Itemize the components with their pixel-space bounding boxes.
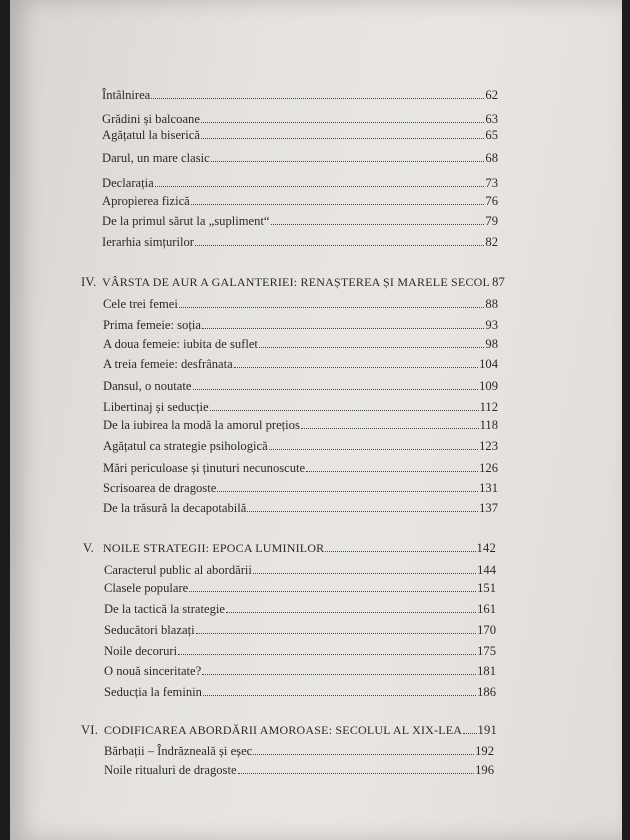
toc-entry-page: 192 <box>475 744 494 758</box>
dot-leader <box>178 653 476 655</box>
toc-entry-page: 62 <box>485 88 498 102</box>
toc-entry <box>102 210 498 228</box>
toc-entry-title: De la trăsură la decapotabilă <box>103 501 247 515</box>
toc-entry <box>102 124 498 142</box>
toc-entry-page: 170 <box>477 623 496 637</box>
chapter-heading-iv <box>81 271 506 289</box>
toc-entry-page: 196 <box>475 763 494 777</box>
toc-entry-title: De la primul sărut la „supliment“ <box>102 214 270 228</box>
toc-entry <box>103 333 498 351</box>
toc-entry <box>104 740 494 758</box>
toc-entry-page: 109 <box>479 379 498 393</box>
toc-entry-page: 73 <box>485 176 498 190</box>
dot-leader <box>210 409 479 411</box>
dot-leader <box>253 572 476 574</box>
dot-leader <box>202 673 476 675</box>
toc-entry-title: Dansul, o noutate <box>103 379 192 393</box>
dot-leader <box>191 203 485 205</box>
dot-leader <box>234 366 478 368</box>
toc-entry-page: 112 <box>479 400 498 414</box>
chapter-heading-v <box>83 537 496 555</box>
toc-entry <box>102 190 498 208</box>
toc-entry <box>102 172 498 190</box>
dot-leader <box>217 490 478 492</box>
toc-entry <box>102 231 498 249</box>
toc-entry-title: Declarația <box>102 176 154 190</box>
toc-entry-title: Grădini și balcoane <box>102 112 200 126</box>
toc-entry-title: Seducția la feminin <box>104 685 202 699</box>
toc-entry <box>103 353 498 371</box>
toc-entry-page: 63 <box>485 112 498 126</box>
dot-leader <box>203 694 476 696</box>
dot-leader <box>202 327 484 329</box>
toc-entry <box>104 681 496 699</box>
toc-entry-title: A doua femeie: iubita de suflet <box>103 337 258 351</box>
toc-entry-title: Darul, un mare clasic <box>102 151 210 165</box>
dot-leader <box>259 346 484 348</box>
dot-leader <box>463 732 476 734</box>
chapter-number: IV. <box>81 275 97 289</box>
toc-entry <box>104 619 496 637</box>
toc-entry-page: 144 <box>477 563 496 577</box>
dot-leader <box>155 185 485 187</box>
dot-leader <box>211 160 485 162</box>
chapter-page: 142 <box>476 541 496 555</box>
toc-entry-title: Seducători blazați <box>104 623 195 637</box>
toc-entry <box>104 598 496 616</box>
chapter-title: VÂRSTA DE AUR A GALANTERIEI: RENAȘTEREA ȘI MARELE SECOL <box>102 275 491 289</box>
dot-leader <box>195 244 484 246</box>
toc-entry-page: 181 <box>477 664 496 678</box>
chapter-number: VI. <box>81 723 99 737</box>
toc-entry-title: Libertinaj și seducție <box>103 400 209 414</box>
toc-entry-title: De la tactică la strategie <box>104 602 225 616</box>
toc-entry <box>103 435 498 453</box>
toc-entry-title: Prima femeie: soția <box>103 318 201 332</box>
dot-leader <box>238 772 475 774</box>
dot-leader <box>269 448 478 450</box>
toc-entry <box>104 660 496 678</box>
toc-entry-title: De la iubirea la modă la amorul prețios <box>103 418 300 432</box>
chapter-title: NOILE STRATEGII: EPOCA LUMINILOR <box>103 541 325 555</box>
toc-entry <box>104 559 496 577</box>
toc-entry-page: 123 <box>479 439 498 453</box>
toc-entry-page: 68 <box>485 151 498 165</box>
toc-entry-page: 131 <box>479 481 498 495</box>
toc-entry <box>103 477 498 495</box>
toc-entry-page: 118 <box>479 418 498 432</box>
toc-entry-page: 88 <box>485 297 498 311</box>
toc-entry-page: 151 <box>477 581 496 595</box>
toc-entry-page: 104 <box>479 357 498 371</box>
toc-entry-title: Agățatul ca strategie psihologică <box>103 439 268 453</box>
chapter-page: 87 <box>492 275 506 289</box>
dot-leader <box>247 510 478 512</box>
dot-leader <box>201 137 484 139</box>
chapter-heading-vi <box>81 719 497 737</box>
toc-entry-title: Noile ritualuri de dragoste <box>104 763 237 777</box>
dot-leader <box>189 590 476 592</box>
toc-entry <box>103 375 498 393</box>
toc-entry-title: Noile decoruri <box>104 644 178 658</box>
toc-entry <box>102 84 498 102</box>
toc-entry-title: Caracterul public al abordării <box>104 563 252 577</box>
toc-entry <box>103 414 498 432</box>
dot-leader <box>253 753 474 755</box>
toc-entry-title: Clasele populare <box>104 581 189 595</box>
toc-entry-page: 65 <box>485 128 498 142</box>
chapter-number: V. <box>83 541 95 555</box>
toc-entry-title: Bărbații – Îndrăzneală și eșec <box>104 744 253 758</box>
toc-entry <box>104 577 496 595</box>
toc-entry-page: 126 <box>479 461 498 475</box>
toc-entry-page: 186 <box>477 685 496 699</box>
dot-leader <box>301 427 479 429</box>
dot-leader <box>193 388 479 390</box>
toc-entry <box>104 640 496 658</box>
dot-leader <box>325 550 475 552</box>
toc-entry <box>103 457 498 475</box>
toc-entry-page: 82 <box>485 235 498 249</box>
toc-entry-page: 76 <box>485 194 498 208</box>
toc-entry <box>104 759 494 777</box>
toc-entry-title: Întâlnirea <box>102 88 151 102</box>
toc-entry <box>103 314 498 332</box>
toc-entry-page: 161 <box>477 602 496 616</box>
toc-entry-page: 98 <box>485 337 498 351</box>
chapter-page: 191 <box>477 723 497 737</box>
chapter-title: CODIFICAREA ABORDĂRII AMOROASE: SECOLUL AL XIX-LEA <box>104 723 463 737</box>
toc-entry-title: Mări periculoase și ținuturi necunoscute <box>103 461 306 475</box>
toc-entry <box>102 147 498 165</box>
toc-entry-page: 93 <box>485 318 498 332</box>
toc-entry-title: Cele trei femei <box>103 297 178 311</box>
toc-entry-page: 79 <box>485 214 498 228</box>
dot-leader <box>226 611 476 613</box>
dot-leader <box>151 97 484 99</box>
dot-leader <box>196 632 477 634</box>
toc-entry-title: Scrisoarea de dragoste <box>103 481 217 495</box>
toc-entry-title: A treia femeie: desfrânata <box>103 357 233 371</box>
toc-entry <box>103 293 498 311</box>
toc-entry-title: Agățatul la biserică <box>102 128 200 142</box>
toc-entry-title: Ierarhia simțurilor <box>102 235 194 249</box>
toc-entry-title: O nouă sinceritate? <box>104 664 202 678</box>
toc-entry <box>103 396 498 414</box>
toc-entry <box>103 497 498 515</box>
toc-entry-title: Apropierea fizică <box>102 194 190 208</box>
toc-entry-page: 137 <box>479 501 498 515</box>
dot-leader <box>179 306 485 308</box>
toc-entry-page: 175 <box>477 644 496 658</box>
dot-leader <box>271 223 485 225</box>
dot-leader <box>306 470 478 472</box>
dot-leader <box>201 121 484 123</box>
